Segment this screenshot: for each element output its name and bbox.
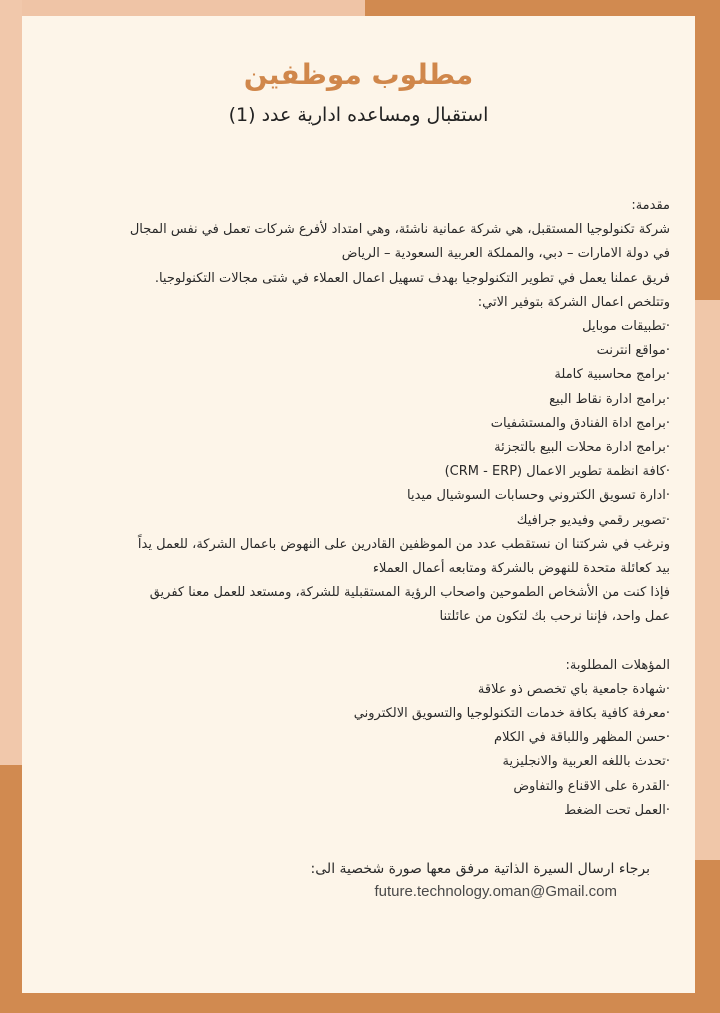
section-gap xyxy=(50,630,670,654)
qualification-item: ·حسن المظهر واللباقة في الكلام xyxy=(494,730,670,746)
right-decor-band-middle xyxy=(695,300,720,860)
qualification-item: ·شهادة جامعية باي تخصص ذو علاقة xyxy=(477,681,670,697)
top-decor-band xyxy=(365,0,720,16)
service-item: ·تطبيقات موبايل xyxy=(582,319,670,335)
page-subtitle: استقبال ومساعده ادارية عدد (1) xyxy=(228,104,489,126)
job-posting-card xyxy=(22,16,695,993)
service-item: ·مواقع انترنت xyxy=(596,343,670,359)
service-item: ·برامج محاسبية كاملة xyxy=(554,367,670,383)
contact-email-link[interactable]: future.technology.oman@Gmail.com xyxy=(374,883,617,900)
qualification-item: ·تحدث باللغه العربية والانجليزية xyxy=(502,754,670,770)
closing-line: بيد كعائلة متحدة للنهوض بالشركة ومتابعه أعمال العملاء xyxy=(372,561,670,577)
closing-line: عمل واحد، فإننا نرحب بك لتكون من عائلتنا xyxy=(439,609,670,625)
service-item: ·برامج ادارة نقاط البيع xyxy=(549,391,670,407)
posting-body xyxy=(50,194,670,823)
intro-line: شركة تكنولوجيا المستقبل، هي شركة عمانية ناشئة، وهي امتداد لأفرع شركات تعمل في نفس المجال xyxy=(129,222,670,238)
service-item: ·برامج اداة الفنادق والمستشفيات xyxy=(490,415,670,431)
service-item: ·كافة انظمة تطوير الاعمال (CRM - ERP) xyxy=(444,464,670,480)
service-item: ·ادارة تسويق الكتروني وحسابات السوشيال ميديا xyxy=(407,488,670,504)
qualification-item: ·القدرة على الاقناع والتفاوض xyxy=(513,778,670,794)
intro-line: فريق عملنا يعمل في تطوير التكنولوجيا بهدف تسهيل اعمال العملاء في شتى مجالات التكنولوجيا. xyxy=(154,270,670,286)
service-item: ·تصوير رقمي وفيديو جرافيك xyxy=(516,512,670,528)
bottom-decor-band xyxy=(0,993,720,1013)
left-decor-band xyxy=(0,0,22,765)
right-decor-band-bottom xyxy=(695,860,720,1013)
closing-line: فإذا كنت من الأشخاص الطموحين واصحاب الرؤية المستقبلية للشركة، ومستعد للعمل معنا كفريق xyxy=(149,585,670,601)
service-item: ·برامج ادارة محلات البيع بالتجزئة xyxy=(494,440,670,456)
contact-instructions: برجاء ارسال السيرة الذاتية مرفق معها صورة شخصية الى: xyxy=(310,861,650,877)
left-decor-band-bottom xyxy=(0,765,22,1013)
qualifications-label: المؤهلات المطلوبة: xyxy=(565,657,670,673)
right-decor-band-top xyxy=(695,0,720,300)
closing-line: ونرغب في شركتنا ان نستقطب عدد من الموظفين القادرين على النهوض باعمال الشركة، للعمل يداً xyxy=(137,536,670,552)
page-title: مطلوب موظفين xyxy=(243,58,474,91)
intro-label: مقدمة: xyxy=(631,198,670,213)
qualification-item: ·معرفة كافية بكافة خدمات التكنولوجيا والتسويق الالكتروني xyxy=(353,706,670,722)
intro-line: في دولة الامارات – دبي، والمملكة العربية السعودية – الرياض xyxy=(341,246,670,262)
intro-line: وتتلخص اعمال الشركة بتوفير الاتي: xyxy=(477,294,670,310)
qualification-item: ·العمل تحت الضغط xyxy=(564,802,670,818)
